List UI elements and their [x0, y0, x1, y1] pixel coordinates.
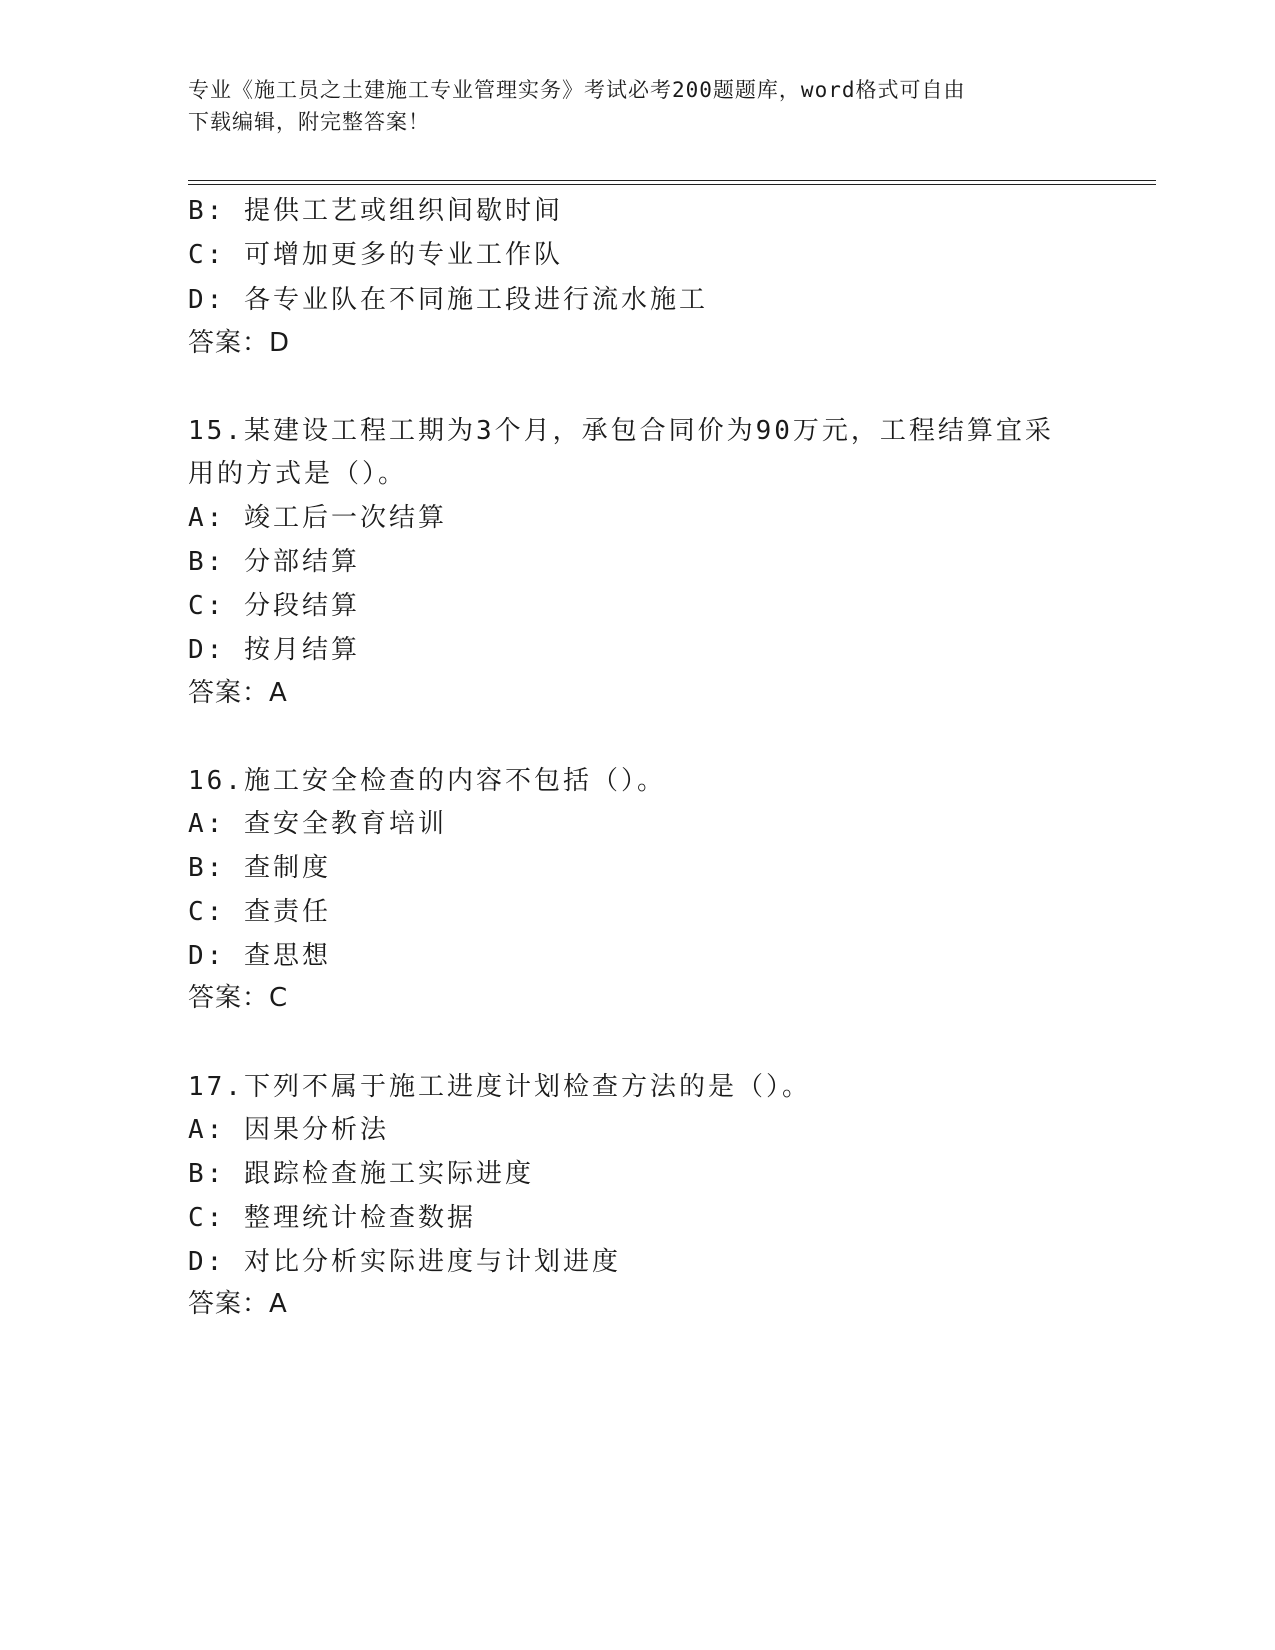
- header-divider-bottom: [188, 184, 1156, 185]
- q17-option-d: D: 对比分析实际进度与计划进度: [188, 1247, 621, 1277]
- q16-option-c: C: 查责任: [188, 897, 331, 927]
- q15-stem-line-1: 15.某建设工程工期为3个月，承包合同价为90万元，工程结算宜采: [188, 416, 1054, 446]
- q17-option-b: B: 跟踪检查施工实际进度: [188, 1159, 534, 1189]
- q14-option-b: B: 提供工艺或组织间歇时间: [188, 196, 563, 226]
- q16-option-a: A: 查安全教育培训: [188, 809, 447, 839]
- document-header: [188, 74, 1088, 138]
- q17-stem: 17.下列不属于施工进度计划检查方法的是（）。: [188, 1072, 811, 1102]
- q16-option-b: B: 查制度: [188, 853, 331, 883]
- q15-option-d: D: 按月结算: [188, 635, 360, 665]
- q16-stem: 16.施工安全检查的内容不包括（）。: [188, 766, 666, 796]
- q16-answer: 答案：C: [188, 983, 289, 1013]
- q17-option-c: C: 整理统计检查数据: [188, 1203, 476, 1233]
- q14-option-d: D: 各专业队在不同施工段进行流水施工: [188, 285, 708, 315]
- q17-option-a: A: 因果分析法: [188, 1115, 389, 1145]
- q15-option-b: B: 分部结算: [188, 547, 360, 577]
- header-divider-top: [188, 180, 1156, 181]
- header-line-1: 专业《施工员之土建施工专业管理实务》考试必考200题题库，word格式可自由: [188, 78, 966, 102]
- q17-answer: 答案：A: [188, 1289, 288, 1319]
- q15-stem-line-2: 用的方式是（）。: [188, 459, 408, 489]
- q15-option-c: C: 分段结算: [188, 591, 360, 621]
- q14-option-c: C: 可增加更多的专业工作队: [188, 240, 563, 270]
- q14-answer: 答案：D: [188, 328, 291, 358]
- q15-answer: 答案：A: [188, 678, 288, 708]
- q15-option-a: A: 竣工后一次结算: [188, 503, 447, 533]
- q16-option-d: D: 查思想: [188, 941, 331, 971]
- header-line-2: 下载编辑，附完整答案！: [188, 110, 430, 134]
